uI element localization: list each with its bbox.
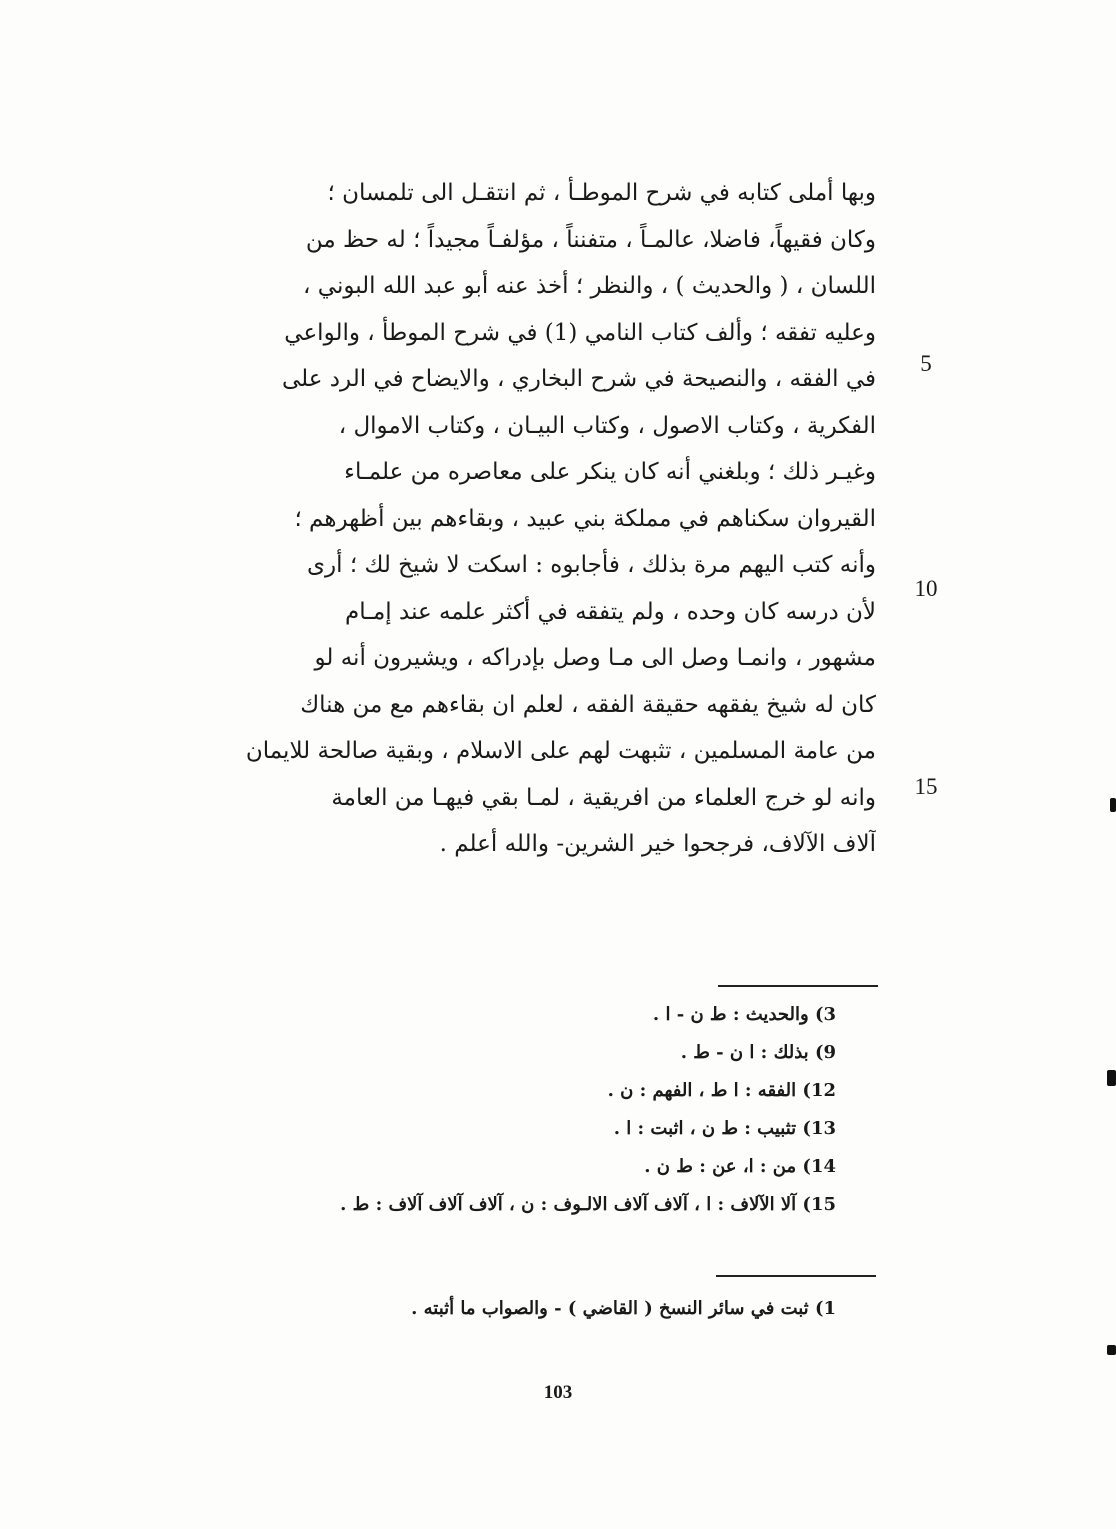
text-line-2: وكان فقيهاً، فاضلا، عالمـاً ، متفنناً ، مؤلفـاً مجيداً ؛ له حظ من: [305, 226, 876, 253]
variants-separator: [718, 985, 878, 987]
text-line-1: وبها أملى كتابه في شرح الموطـأ ، ثم انتقـل الى تلمسان ؛: [327, 180, 876, 206]
scan-edge-mark: [1110, 798, 1116, 812]
variant-note: 15) آلا الآلاف : ا ، آلاف آلاف الالـوف : ن ، آلاف آلاف آلاف : ط .: [340, 1194, 836, 1215]
footnote: 1) ثبت في سائر النسخ ( القاضي ) - والصواب ما أثبته .: [411, 1298, 836, 1319]
text-line-7: وغيـر ذلك ؛ وبلغني أنه كان ينكر على معاصره من علمـاء: [344, 459, 876, 485]
text-line-13: من عامة المسلمين ، تثبهت لهم على الاسلام ، وبقية صالحة للايمان: [245, 738, 876, 764]
scan-edge-mark: [1107, 1345, 1116, 1355]
line-number-5: 5: [920, 351, 932, 376]
text-line-8: القيروان سكناهم في مملكة بني عبيد ، وبقاءهم بين أظهرهم ؛: [294, 505, 876, 532]
text-line-14: وانه لو خرج العلماء من افريقية ، لمـا بقي فيهـا من العامة: [331, 784, 876, 811]
text-line-10: لأن درسه كان وحده ، ولم يتفقه في أكثر علمه عند إمـام: [345, 598, 876, 625]
variant-note: 3) والحديث : ط ن - ا .: [652, 1004, 836, 1025]
text-line-3: اللسان ، ( والحديث ) ، والنظر ؛ أخذ عنه أبو عبد الله البوني ،: [303, 273, 876, 299]
text-line-15: آلاف الآلاف، فرجحوا خير الشرين- والله أعلم .: [439, 831, 876, 857]
text-line-5: في الفقه ، والنصيحة في شرح البخاري ، والايضاح في الرد على: [281, 366, 876, 392]
text-line-9: وأنه كتب اليهم مرة بذلك ، فأجابوه : اسكت لا شيخ لك ؛ أرى: [307, 552, 876, 578]
line-number-15: 15: [914, 774, 938, 799]
variant-note: 12) الفقه : ا ط ، الفهم : ن .: [607, 1080, 836, 1101]
variant-notes: [196, 996, 836, 1224]
variant-note: 13) تثبيب : ط ن ، اثبت : ا .: [613, 1118, 836, 1139]
variant-note: 9) بذلك : ا ن - ط .: [680, 1042, 836, 1063]
variant-note: 14) من : ا، عن : ط ن .: [644, 1156, 836, 1177]
footnote-separator: [716, 1275, 876, 1277]
text-line-6: الفكرية ، وكتاب الاصول ، وكتاب البيـان ، وكتاب الاموال ،: [338, 412, 876, 439]
text-line-12: كان له شيخ يفقهه حقيقة الفقه ، لعلم ان بقاءهم مع من هناك: [300, 691, 876, 718]
text-line-4: وعليه تفقه ؛ وألف كتاب النامي (1) في شرح الموطأ ، والواعي: [284, 319, 876, 346]
page-number: 103: [543, 1382, 573, 1403]
main-text-block: [236, 170, 876, 868]
line-number-10: 10: [914, 576, 938, 601]
scan-edge-mark: [1107, 1070, 1116, 1086]
text-line-11: مشهور ، وانمـا وصل الى مـا وصل بإدراكه ، ويشيرون أنه لو: [314, 645, 876, 671]
